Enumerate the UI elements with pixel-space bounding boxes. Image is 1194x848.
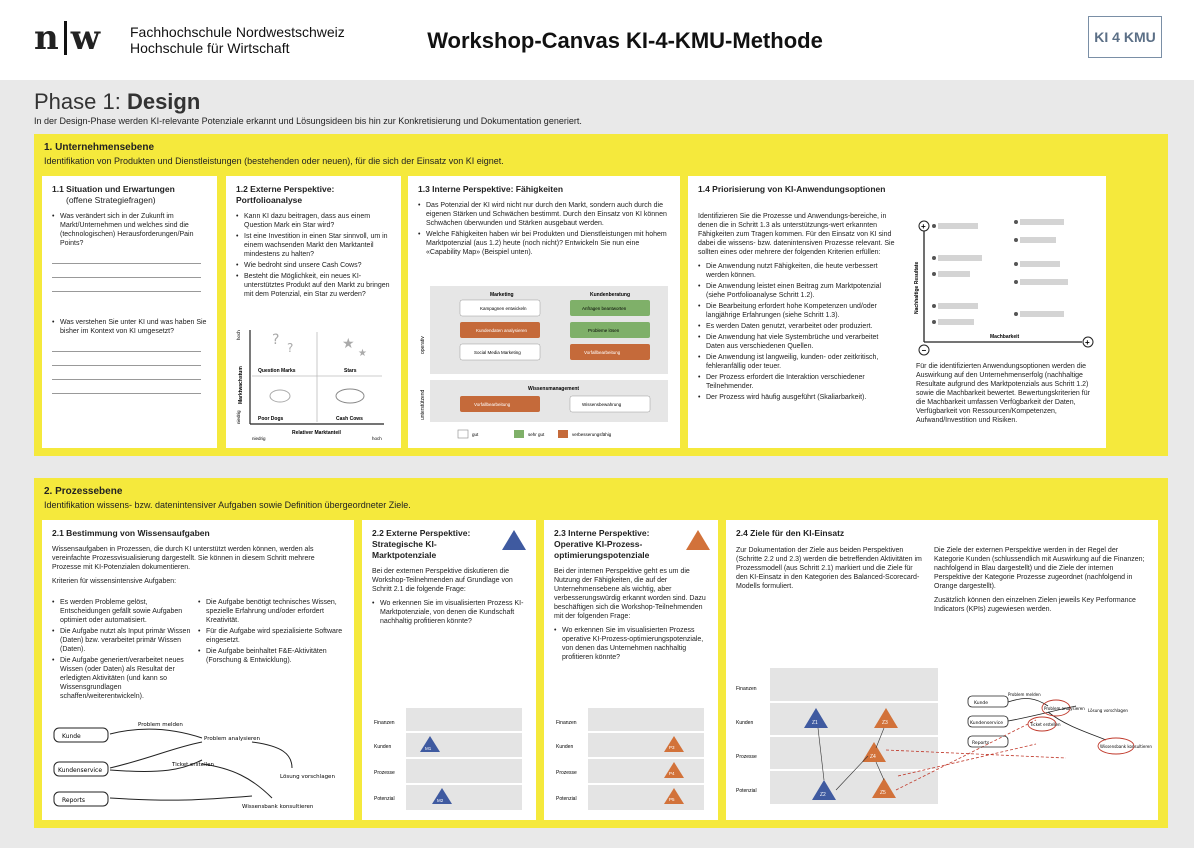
write-line[interactable] [52,338,201,352]
legend-verbesserung: verbesserungsfähig [572,432,612,437]
write-line[interactable] [52,278,201,292]
card21-criterion: • Die Aufgabe benötigt technisches Wissen, spezielle Erfahrung und/oder erfordert Kreativität. [198,598,344,625]
write-line[interactable] [52,352,201,366]
card24-kpi-text: Zusätzlich können den einzelnen Zielen jeweils Key Performance Indicators (KPIs) zugewiesen werden. [934,597,1136,613]
goal-m2: M2 [437,798,444,803]
x-hoch: hoch [372,436,382,441]
bsc-potenzial: Potenzial [736,788,757,794]
card13-bullet: • Das Potenzial der KI wird nicht nur durch den Markt, sondern auch durch die eigenen Stärken und Schwächen bestimmt. Durch den Einsatz von KI können Schwächen überwunden und Stärken ausgebaut werden. [418,201,670,228]
card11-title: 1.1 Situation und Erwartungen [52,184,175,194]
process-sketch [52,718,346,814]
sketch-kunde: Kunde [62,733,81,740]
goal-z4: Z4 [870,754,876,760]
card21-criteria-label: Kriterien für wissensintensive Aufgaben: [52,578,177,585]
cap-kampagnen: Kampagnen entwickeln [480,306,527,311]
cap-wissensbewahrung: Wissensbewahrung [582,402,622,407]
card-1-3 [408,176,680,448]
card14-criterion: • Die Anwendung leistet einen Beitrag zum Marktpotenzial (siehe Portfolioanalyse Schritt 1.2). [698,282,898,300]
card21-criterion: • Die Aufgabe beinhaltet F&E-Aktivitäten (Forschung & Entwicklung). [198,647,344,665]
section-prozessebene [34,478,1168,828]
z-sketch-ticket: Ticket erstellen [1030,722,1061,727]
prio-x-axis: Machbarkeit [990,334,1020,340]
cap-anfragen: Anfragen beantworten [582,306,627,311]
x-niedrig: niedrig [252,436,266,441]
bsc-kunden: Kunden [374,744,392,750]
goal-z3: Z3 [882,720,888,726]
bsc-finanzen: Finanzen [736,686,757,692]
goal-m1: M1 [425,746,432,751]
y-hoch: hoch [236,330,241,340]
bsc-process [554,708,704,812]
card-2-3 [544,520,718,820]
bsc-potenzial: Potenzial [374,796,395,802]
sketch-problem-analysieren: Problem analysieren [204,736,261,742]
card21-criterion: • Die Aufgabe generiert/verarbeitet neues Wissen (oder Daten) als Resultat der erledigten Aktivitäten (und kann so Wissensgrundlagen schaffen/weiterentwickeln). [52,656,192,701]
bsc-kunden: Kunden [736,720,754,726]
card21-criterion: • Die Aufgabe nutzt als Input primär Wissen (Daten) bzw. verarbeitet primär Wissen (Daten). [52,627,192,654]
sketch-wissensbank: Wissensbank konsultieren [242,804,314,810]
card23-intro: Bei der internen Perspektive geht es um die Nutzung der Fähigkeiten, die auf der Unternehmensebene als wichtig, aber verbesserungswürdig erkannt worden sind. Dazu beschäftigen sich die Workshop-Teilnehmenden mit der folgenden Frage: [554,568,706,620]
section2-title: 2. Prozessebene [44,486,123,497]
bsc-market [372,708,522,812]
card-1-1 [42,176,217,448]
card14-criterion: • Die Anwendung ist langweilig, kunden- oder zeitkritisch, fehleranfällig oder teuer. [698,353,898,371]
x-axis-label: Relativer Marktanteil [292,430,341,436]
goal-p3: P3 [669,745,675,750]
section-unternehmensebene [34,134,1168,456]
svg-text:?: ? [287,341,294,355]
z-sketch-problem: Problem melden [1008,692,1041,697]
origin-minus: − [921,346,927,355]
card12-title: 1.2 Externe Perspektive: Portfolioanalyse [236,184,335,205]
card21-col-right [198,598,344,667]
ki4kmu-badge: KI 4 KMU [1088,16,1162,58]
quadrant-poor-dogs: Poor Dogs [258,416,284,422]
write-line[interactable] [52,264,201,278]
legend-gut: gut [472,432,479,437]
card22-question: • Wo erkennen Sie im visualisierten Prozess KI-Marktpotenziale, von denen die Kundschaft nachhaltig profitieren könnte? [372,599,526,626]
portfolio-matrix [232,324,392,442]
goal-p4: P4 [669,771,675,776]
card23-title: 2.3 Interne Perspektive: Operative KI-Prozess-optimierungspotenziale [554,528,650,560]
goal-z5: Z5 [880,790,886,796]
card24-left-text: Zur Dokumentation der Ziele aus beiden Perspektiven (Schritte 2.2 und 2.3) werden die betreffenden Aktivitäten im Prozessmodell (aus Schritt 2.1) markiert und die Ziele für den KI-Einsatz in den Kategorien des Balanced-Scorecard-Modells formuliert. [736,547,922,590]
card11-subtitle: (offene Strategiefragen) [66,195,156,205]
y-axis-label: Marktwachstum [238,366,244,404]
card-1-4 [688,176,1106,448]
capability-map [418,284,670,446]
goal-z2: Z2 [820,792,826,798]
priority-chart [906,214,1096,354]
card24-right [934,546,1148,619]
card14-criterion: • Der Prozess wird häufig ausgeführt (Skaliarbarkeit). [698,393,898,402]
goal-z1: Z1 [812,720,818,726]
write-line[interactable] [52,366,201,380]
sketch-reports: Reports [62,797,86,804]
card13-title: 1.3 Interne Perspektive: Fähigkeiten [418,184,564,194]
write-line[interactable] [52,250,201,264]
orange-triangle-icon [686,530,710,550]
z-sketch-loesung: Lösung vorschlagen [1088,708,1128,713]
phase-name: Design [126,89,201,114]
quadrant-question-marks: Question Marks [258,368,296,374]
card11-question2: • Was verstehen Sie unter KI und was haben Sie bisher im Kontext von KI umgesetzt? [52,318,207,336]
z-sketch-wissensbank: Wissensbank konsultieren [1100,744,1152,749]
phase-intro: In der Design-Phase werden KI-relevante Potenziale erkannt und Lösungsideen bis hin zur Konkretisierung und Dokumentation generiert. [34,116,582,126]
card22-intro: Bei der externen Perspektive diskutieren die Workshop-Teilnehmenden auf Grundlage von Schritt 2.1 die folgende Frage: [372,568,513,593]
card22-title: 2.2 Externe Perspektive: Strategische KI-Marktpotenziale [372,528,471,560]
card21-col-left [52,598,192,703]
card14-criterion: • Die Bearbeitung erfordert hohe Kompetenzen und/oder langjährige Erfahrungen (siehe Schritt 1.3). [698,302,898,320]
svg-text:★: ★ [342,336,355,352]
card14-criterion: • Es werden Daten genutzt, verarbeitet oder produziert. [698,322,898,331]
header [0,0,1194,80]
section1-title: 1. Unternehmensebene [44,142,155,153]
card21-criterion: • Es werden Probleme gelöst, Entscheidungen gefällt sowie Aufgaben optimiert oder automatisiert. [52,598,192,625]
institution-line2: Hochschule für Wirtschaft [130,40,290,56]
card12-bullet: • Wie bedroht sind unsere Cash Cows? [236,261,391,270]
svg-text:?: ? [272,332,280,348]
cap-probleme: Probleme lösen [588,328,620,333]
card14-criterion: • Der Prozess erfordert die Interaktion verschiedener Teilnehmender. [698,373,898,391]
z-sketch-kundenservice: Kundenservice [970,721,1004,726]
phase-title [34,89,200,115]
section1-subtitle: Identifikation von Produkten und Dienstleistungen (bestehenden oder neuen), für die sich der Einsatz von KI eignet. [44,156,504,166]
card21-intro: Wissensaufgaben in Prozessen, die durch KI unterstützt werden können, werden als vereinfachte Prozessvisualisierung dargestellt. Sie können in diesem Schritt mehrere Prozesse mit KI-Potenzialen dokumentieren. [52,546,315,571]
write-line[interactable] [52,380,201,394]
card14-intro: Identifizieren Sie die Prozesse und Anwendungs-bereiche, in denen die in Schritt 1.3 als unterstützungs-wert erkannten Fähigkeiten zum Tragen kommen. Für den Einsatz von KI sind dabei die wissens- bzw. datenintensiven Prozesse relevant. Sie sollten eines oder mehrere der folgenden Kriterien erfüllen: [698,213,895,256]
bsc-prozesse: Prozesse [556,770,577,776]
card23-question: • Wo erkennen Sie im visualisierten Prozess operative KI-Prozess-optimierungspotenziale, von denen das Unternehmen nachhaltig profitieren könnte? [554,626,708,662]
card-2-4 [726,520,1158,820]
card11-question1: • Was verändert sich in der Zukunft im Markt/Unternehmen und welches sind die (technologischen) Herausforderungen/Pain Points? [52,212,207,248]
bsc-potenzial: Potenzial [556,796,577,802]
y-plus: + [921,222,926,231]
z-sketch-analyse: Problem analysieren [1044,706,1085,711]
card12-bullet: • Kann KI dazu beitragen, dass aus einem Question Mark ein Star wird? [236,212,391,230]
cap-vorfall2: Vorfallbearbeitung [474,402,511,407]
card21-title: 2.1 Bestimmung von Wissensaufgaben [52,528,210,538]
card14-title: 1.4 Priorisierung von KI-Anwendungsoptionen [698,184,886,194]
bsc-kunden: Kunden [556,744,574,750]
phase-prefix: Phase 1: [34,89,127,114]
card14-criterion: • Die Anwendung nutzt Fähigkeiten, die heute verbessert werden können. [698,262,898,280]
sketch-loesung: Lösung vorschlagen [280,774,335,780]
card24-colors-text: Die Ziele der externen Perspektive werden in der Regel der Kategorie Kunden (schlussendlich mit Auswirkung auf die Finanzen; nachfolgend in Blau dargestellt) und die Ziele der internen Perspektive der Kategorie Prozesse zugeordnet (nachfolgend in Orange dargestellt). [934,547,1145,590]
cap-kundendaten: Kundendaten analysieren [476,328,528,333]
goal-p5: P5 [669,797,675,802]
cap-social: Social Media Marketing [474,350,521,355]
sketch-kundenservice: Kundenservice [58,767,103,774]
quadrant-cash-cows: Cash Cows [336,416,363,422]
y-niedrig: niedrig [236,410,241,424]
card14-right-text: Für die identifizierten Anwendungsoptionen werden die Auswirkung auf den Unternehmenserfolg (nachhaltige Resultate aufgrund des Marktpotenzials aus Schritt 1.2) sowie die Machbarkeit bewertet. Bewertungskriterien für die Machbarkeit umfassen Verfügbarkeit der Daten, Verfügbarkeit von Ressourcen/Kompetenzen, Aufwand/Investition und Risiken. [916,363,1090,424]
cap-marketing: Marketing [490,292,514,298]
bsc-finanzen: Finanzen [374,720,395,726]
card24-title: 2.4 Ziele für den KI-Einsatz [736,528,845,538]
bsc-prozesse: Prozesse [736,754,757,760]
card-2-1 [42,520,354,820]
cap-operativ: operativ [420,336,426,354]
z-sketch-reports: Reports [972,741,990,746]
legend-sehr-gut: sehr gut [528,432,545,437]
cap-vorfall1: Vorfallbearbeitung [584,350,621,355]
card14-criterion: • Die Anwendung hat viele Systembrüche und verarbeitet Daten aus verschiedenen Quellen. [698,333,898,351]
card14-left [698,212,898,404]
page-title: Workshop-Canvas KI-4-KMU-Methode [427,28,823,53]
bsc-finanzen: Finanzen [556,720,577,726]
quadrant-stars: Stars [344,368,357,374]
card12-bullet: • Ist eine Investition in einen Star sinnvoll, um in einem wachsenden Markt den Marktanteil mindestens zu halten? [236,232,391,259]
sketch-ticket: Ticket erstellen [172,762,214,768]
svg-text:★: ★ [358,348,367,359]
cap-kundenberatung: Kundenberatung [590,292,630,298]
blue-triangle-icon [502,530,526,550]
section2-subtitle: Identifikation wissens- bzw. datenintensiver Aufgaben sowie Definition übergeordneter Ziele. [44,500,411,510]
cap-wissen: Wissensmanagement [528,386,580,392]
goals-diagram [736,666,1152,806]
card13-bullet: • Welche Fähigkeiten haben wir bei Produkten und Dienstleistungen mit hohem Marktpotenzial (aus 1.2) heute (noch nicht)? Entwickeln Sie nun eine «Capability Map» (Beispiel unten). [418,230,670,257]
z-sketch-kunde: Kunde [974,701,989,706]
card-1-2 [226,176,401,448]
fhnw-logo: n w [34,18,102,58]
card-2-2 [362,520,536,820]
card12-bullet: • Besteht die Möglichkeit, ein neues KI-unterstütztes Produkt auf den Markt zu bringen mit dem Potenzial, ein Star zu werden? [236,272,391,299]
institution-line1: Fachhochschule Nordwestschweiz [130,24,345,40]
cap-unterstuetzend: unterstützend [420,389,426,420]
prio-y-axis: Nachhaltige Resultate [914,261,920,314]
sketch-problem-melden: Problem melden [138,722,183,728]
card21-criterion: • Für die Aufgabe wird spezialisierte Software eingesetzt. [198,627,344,645]
x-plus: + [1085,338,1090,347]
bsc-prozesse: Prozesse [374,770,395,776]
